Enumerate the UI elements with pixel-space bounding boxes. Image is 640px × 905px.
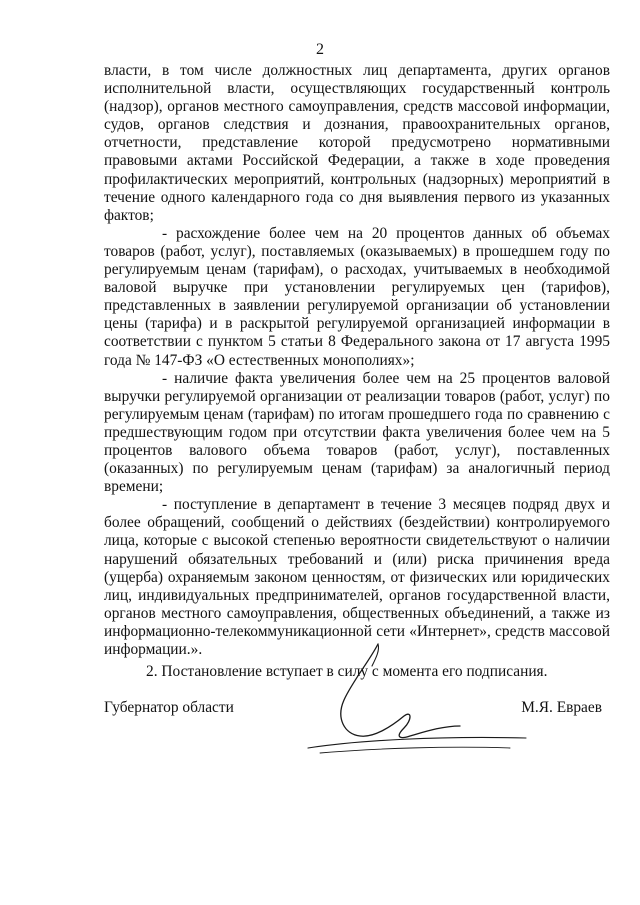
signatory-title: Губернатор области [104,699,234,716]
paragraph-effective-date: 2. Постановление вступает в силу с момента его подписания. [146,663,548,681]
signatory-name: М.Я. Евраев [521,699,602,716]
document-body [104,62,610,681]
paragraph-volume-discrepancy: - расхождение более чем на 20 процентов данных об объемах товаров (работ, услуг), поставляемых (оказываемых) в прошедшем году по регулируемым ценам (тарифам), о расходах, учитываемых в необходимой валовой выручке при установлении регулируемых цен (тарифов), представленных в заявлении регулируемой организации об установлении цены (тарифа) и в раскрытой регулируемой организацией информации в соответствии с пунктом 5 статьи 8 Федерального закона от 17 августа 1995 года № 147-ФЗ «О естественных монополиях»; [104,224,610,369]
paragraph-continuation: власти, в том числе должностных лиц департамента, других органов исполнительной власти, осуществляющих государственный контроль (надзор), органов местного самоуправления, средств массовой информации, судов, органов следствия и дознания, правоохранительных органов, отчетности, представление которой предусмотрено нормативными правовыми актами Российской Федерации, а также в ходе проведения профилактических мероприятий, контрольных (надзорных) мероприятий в течение одного календарного года со дня выявления первого из указанных фактов; [104,62,610,224]
paragraph-revenue-increase: - наличие факта увеличения более чем на 25 процентов валовой выручки регулируемой организации от реализации товаров (работ, услуг) по регулируемым ценам (тарифам) по итогам прошедшего года по сравнению с предшествующим годом при отсутствии факта увеличения более чем на 5 процентов валового объема товаров (работ, услуг), поставленных (оказанных) по регулируемым ценам (тарифам) за аналогичный период времени; [104,369,610,496]
handwritten-signature [300,630,530,770]
paragraph-complaints: - поступление в департамент в течение 3 месяцев подряд двух и более обращений, сообщений о действиях (бездействии) контролируемого лица, которые с высокой степенью вероятности свидетельствуют о наличии нарушений обязательных требований и (или) риска причинения вреда (ущерба) охраняемым законом ценностям, от физических или юридических лиц, индивидуальных предпринимателей, органов государственной власти, органов местного самоуправления, общественных объединений, а также из информационно-телекоммуникационной сети «Интернет», средств массовой информации.». [104,496,610,658]
page-number: 2 [316,41,324,58]
